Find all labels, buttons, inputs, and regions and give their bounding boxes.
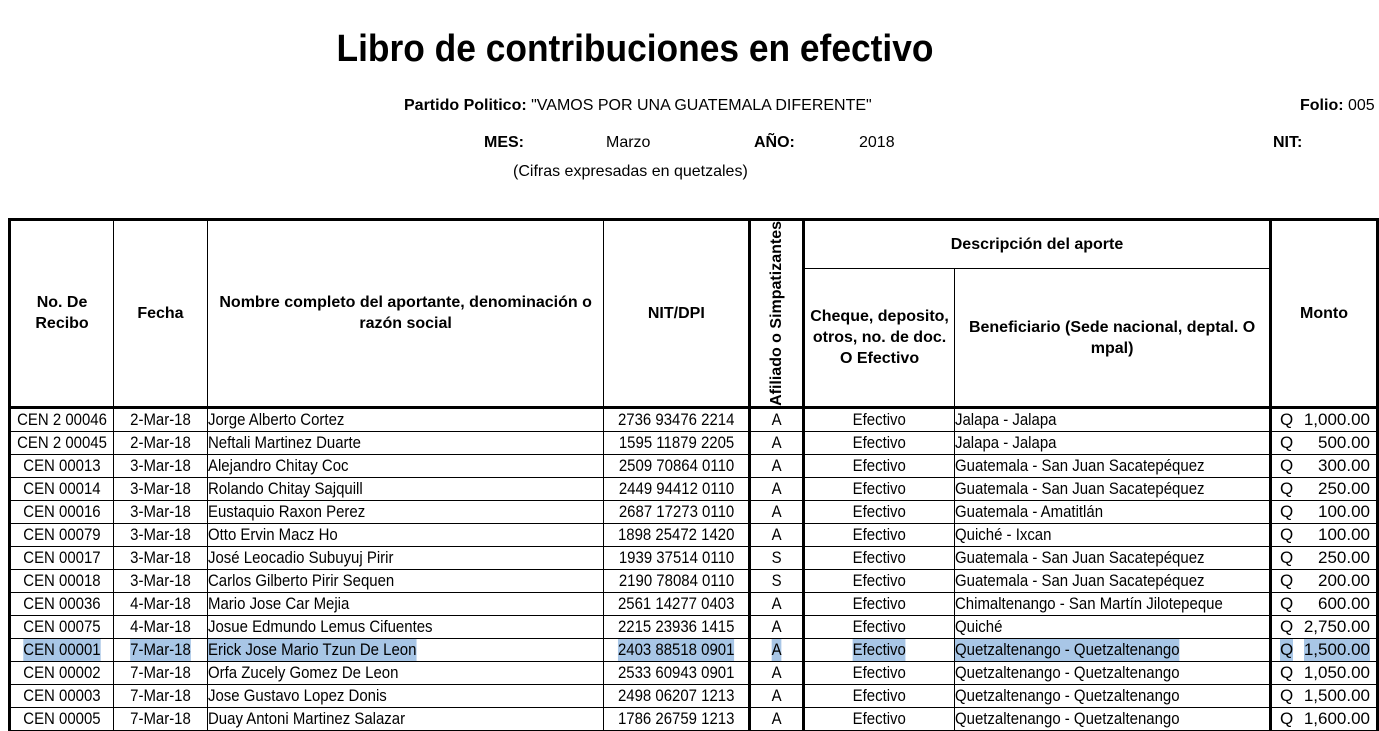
monto-value: 100.00 bbox=[1318, 501, 1370, 521]
cell-nombre[interactable] bbox=[207, 684, 604, 707]
cell-fecha-text: 2-Mar-18 bbox=[130, 409, 191, 429]
cell-recibo[interactable] bbox=[10, 454, 114, 477]
cell-tipo-text: A bbox=[771, 409, 782, 429]
cell-doc-text: Efectivo bbox=[852, 455, 907, 475]
cell-recibo[interactable] bbox=[10, 407, 114, 431]
mes-value: Marzo bbox=[606, 134, 651, 151]
table-row[interactable] bbox=[10, 684, 1378, 707]
table-row[interactable] bbox=[10, 569, 1378, 592]
cell-monto[interactable] bbox=[1271, 477, 1378, 500]
cell-monto[interactable] bbox=[1271, 684, 1378, 707]
cell-recibo-text: CEN 00016 bbox=[23, 501, 101, 521]
cell-doc-text: Efectivo bbox=[852, 547, 907, 567]
monto-wrap bbox=[1272, 662, 1376, 684]
monto-wrap bbox=[1272, 524, 1376, 546]
cell-recibo-text: CEN 00017 bbox=[23, 547, 101, 567]
cell-tipo-text: A bbox=[771, 524, 782, 544]
cell-beneficiario[interactable] bbox=[955, 592, 1271, 615]
cell-tipo[interactable] bbox=[750, 684, 804, 707]
cell-nombre[interactable] bbox=[207, 707, 604, 730]
cell-nit-text: 2533 60943 0901 bbox=[618, 662, 735, 682]
cell-nombre[interactable] bbox=[207, 661, 604, 684]
header-recibo: No. De Recibo bbox=[10, 220, 114, 408]
cell-tipo-text: S bbox=[771, 547, 782, 567]
cell-recibo-text: CEN 00002 bbox=[23, 662, 101, 682]
table-row[interactable] bbox=[10, 592, 1378, 615]
cell-tipo[interactable] bbox=[750, 477, 804, 500]
mes-label: MES: bbox=[484, 134, 524, 151]
currency-symbol: Q bbox=[1280, 708, 1294, 728]
cell-monto[interactable] bbox=[1271, 707, 1378, 730]
cell-beneficiario-text: Quetzaltenango - Quetzaltenango bbox=[955, 639, 1180, 659]
partido-label: Partido Politico: bbox=[404, 97, 527, 114]
cell-beneficiario-text: Quetzaltenango - Quetzaltenango bbox=[955, 708, 1180, 728]
cell-beneficiario[interactable] bbox=[955, 454, 1271, 477]
table-row[interactable] bbox=[10, 523, 1378, 546]
cell-fecha-text: 3-Mar-18 bbox=[130, 501, 191, 521]
cell-nit[interactable] bbox=[604, 546, 750, 569]
header-afiliado-text: Afiliado o Simpatizantes bbox=[767, 221, 785, 406]
cell-nit-text: 1939 37514 0110 bbox=[618, 547, 735, 567]
monto-wrap bbox=[1272, 593, 1376, 615]
cell-beneficiario[interactable] bbox=[955, 431, 1271, 454]
cell-nit[interactable] bbox=[604, 661, 750, 684]
cell-beneficiario-text: Jalapa - Jalapa bbox=[955, 432, 1057, 452]
cell-nombre-text: Rolando Chitay Sajquill bbox=[207, 478, 363, 498]
cell-doc[interactable] bbox=[803, 661, 954, 684]
cell-beneficiario-text: Quetzaltenango - Quetzaltenango bbox=[955, 662, 1180, 682]
cell-nit[interactable] bbox=[604, 569, 750, 592]
cell-nombre[interactable] bbox=[207, 454, 604, 477]
cell-beneficiario[interactable] bbox=[955, 500, 1271, 523]
cell-monto[interactable] bbox=[1271, 523, 1378, 546]
cell-fecha[interactable] bbox=[114, 407, 208, 431]
cell-monto[interactable] bbox=[1271, 569, 1378, 592]
anio-value: 2018 bbox=[859, 134, 895, 151]
cell-beneficiario[interactable] bbox=[955, 523, 1271, 546]
folio-label: Folio: bbox=[1300, 97, 1344, 114]
cell-nit[interactable] bbox=[604, 707, 750, 730]
cell-tipo-text: S bbox=[771, 570, 782, 590]
cell-doc[interactable] bbox=[803, 592, 954, 615]
cell-doc[interactable] bbox=[803, 523, 954, 546]
cell-fecha[interactable] bbox=[114, 684, 208, 707]
cell-beneficiario-text: Guatemala - San Juan Sacatepéquez bbox=[955, 570, 1205, 590]
cell-recibo-text: CEN 00005 bbox=[23, 708, 101, 728]
cell-beneficiario[interactable] bbox=[955, 661, 1271, 684]
cell-fecha[interactable] bbox=[114, 707, 208, 730]
cell-nit-text: 2190 78084 0110 bbox=[618, 570, 735, 590]
cell-tipo-text: A bbox=[771, 662, 782, 682]
monto-value: 250.00 bbox=[1318, 547, 1370, 567]
table-row[interactable] bbox=[10, 707, 1378, 730]
cell-monto[interactable] bbox=[1271, 431, 1378, 454]
cell-nombre[interactable] bbox=[207, 477, 604, 500]
cell-nombre[interactable] bbox=[207, 592, 604, 615]
cell-monto[interactable] bbox=[1271, 615, 1378, 638]
cell-doc-text: Efectivo bbox=[852, 685, 907, 705]
header-nombre: Nombre completo del aportante, denominación o razón social bbox=[207, 220, 604, 408]
currency-symbol: Q bbox=[1280, 570, 1294, 590]
cell-fecha[interactable] bbox=[114, 431, 208, 454]
cell-recibo-text: CEN 00079 bbox=[23, 524, 101, 544]
header-cheque: Cheque, deposito, otros, no. de doc. O Efectivo bbox=[803, 269, 954, 407]
monto-wrap bbox=[1272, 409, 1376, 431]
cell-nombre-text: Jose Gustavo Lopez Donis bbox=[207, 685, 387, 705]
cell-nit-text: 1898 25472 1420 bbox=[618, 524, 735, 544]
cell-tipo-text: A bbox=[771, 455, 782, 475]
monto-value: 1,600.00 bbox=[1303, 708, 1370, 728]
monto-value: 100.00 bbox=[1318, 524, 1370, 544]
cell-beneficiario[interactable] bbox=[955, 546, 1271, 569]
cell-nit-text: 2403 88518 0901 bbox=[618, 639, 735, 659]
cell-beneficiario[interactable] bbox=[955, 477, 1271, 500]
monto-wrap bbox=[1272, 501, 1376, 523]
cell-recibo[interactable] bbox=[10, 707, 114, 730]
cell-recibo-text: CEN 00014 bbox=[23, 478, 101, 498]
cell-doc[interactable] bbox=[803, 569, 954, 592]
cell-nit[interactable] bbox=[604, 684, 750, 707]
cell-nit-text: 2561 14277 0403 bbox=[618, 593, 735, 613]
cell-tipo-text: A bbox=[771, 616, 782, 636]
cell-fecha-text: 7-Mar-18 bbox=[130, 708, 191, 728]
currency-symbol: Q bbox=[1280, 685, 1294, 705]
cell-nit[interactable] bbox=[604, 638, 750, 661]
cell-nit-text: 2687 17273 0110 bbox=[618, 501, 735, 521]
monto-value: 2,750.00 bbox=[1303, 616, 1370, 636]
cell-doc[interactable] bbox=[803, 431, 954, 454]
cell-recibo[interactable] bbox=[10, 569, 114, 592]
currency-symbol: Q bbox=[1280, 455, 1294, 475]
cell-recibo[interactable] bbox=[10, 523, 114, 546]
cell-nit[interactable] bbox=[604, 523, 750, 546]
cell-nombre[interactable] bbox=[207, 638, 604, 661]
cell-nombre-text: Orfa Zucely Gomez De Leon bbox=[207, 662, 399, 682]
cell-recibo-text: CEN 2 00046 bbox=[17, 409, 107, 429]
monto-value: 300.00 bbox=[1318, 455, 1370, 475]
cell-doc[interactable] bbox=[803, 407, 954, 431]
cell-recibo-text: CEN 00013 bbox=[23, 455, 101, 475]
cell-fecha-text: 2-Mar-18 bbox=[130, 432, 191, 452]
monto-wrap bbox=[1272, 432, 1376, 454]
cell-doc[interactable] bbox=[803, 684, 954, 707]
cell-beneficiario-text: Guatemala - Amatitlán bbox=[955, 501, 1104, 521]
cifras-note: (Cifras expresadas en quetzales) bbox=[513, 163, 748, 180]
currency-symbol: Q bbox=[1280, 593, 1294, 613]
cell-doc-text: Efectivo bbox=[852, 501, 907, 521]
cell-fecha-text: 3-Mar-18 bbox=[130, 570, 191, 590]
cell-recibo[interactable] bbox=[10, 477, 114, 500]
cell-tipo[interactable] bbox=[750, 407, 804, 431]
cell-recibo[interactable] bbox=[10, 431, 114, 454]
cell-nombre-text: Duay Antoni Martinez Salazar bbox=[207, 708, 405, 728]
cell-monto[interactable] bbox=[1271, 638, 1378, 661]
cell-doc-text: Efectivo bbox=[852, 409, 907, 429]
cell-fecha[interactable] bbox=[114, 523, 208, 546]
cell-doc[interactable] bbox=[803, 454, 954, 477]
cell-tipo[interactable] bbox=[750, 523, 804, 546]
cell-doc[interactable] bbox=[803, 500, 954, 523]
cell-fecha[interactable] bbox=[114, 454, 208, 477]
cell-recibo[interactable] bbox=[10, 638, 114, 661]
cell-recibo[interactable] bbox=[10, 661, 114, 684]
currency-symbol: Q bbox=[1280, 662, 1294, 682]
cell-nit[interactable] bbox=[604, 592, 750, 615]
cell-tipo-text: A bbox=[771, 639, 782, 659]
cell-nombre[interactable] bbox=[207, 431, 604, 454]
monto-value: 600.00 bbox=[1318, 593, 1370, 613]
monto-value: 500.00 bbox=[1318, 432, 1370, 452]
page-title: Libro de contribuciones en efectivo bbox=[336, 28, 934, 70]
header-beneficiario: Beneficiario (Sede nacional, deptal. O mpal) bbox=[955, 269, 1271, 407]
cell-tipo[interactable] bbox=[750, 661, 804, 684]
cell-tipo[interactable] bbox=[750, 615, 804, 638]
table-row[interactable] bbox=[10, 431, 1378, 454]
cell-beneficiario-text: Guatemala - San Juan Sacatepéquez bbox=[955, 455, 1205, 475]
cell-recibo[interactable] bbox=[10, 592, 114, 615]
contributions-table bbox=[8, 218, 1379, 731]
cell-tipo[interactable] bbox=[750, 592, 804, 615]
cell-monto[interactable] bbox=[1271, 500, 1378, 523]
cell-nombre[interactable] bbox=[207, 523, 604, 546]
cell-nombre-text: Erick Jose Mario Tzun De Leon bbox=[207, 639, 417, 659]
cell-beneficiario[interactable] bbox=[955, 707, 1271, 730]
table-row[interactable] bbox=[10, 407, 1378, 431]
cell-fecha-text: 3-Mar-18 bbox=[130, 478, 191, 498]
cell-fecha[interactable] bbox=[114, 661, 208, 684]
cell-tipo-text: A bbox=[771, 685, 782, 705]
monto-value: 1,000.00 bbox=[1303, 409, 1370, 429]
cell-monto[interactable] bbox=[1271, 454, 1378, 477]
cell-nombre[interactable] bbox=[207, 569, 604, 592]
cell-tipo[interactable] bbox=[750, 454, 804, 477]
cell-fecha[interactable] bbox=[114, 638, 208, 661]
cell-nit-text: 2736 93476 2214 bbox=[618, 409, 735, 429]
cell-fecha[interactable] bbox=[114, 615, 208, 638]
cell-recibo-text: CEN 00075 bbox=[23, 616, 101, 636]
cell-doc[interactable] bbox=[803, 546, 954, 569]
cell-tipo[interactable] bbox=[750, 638, 804, 661]
cell-nombre-text: Neftali Martinez Duarte bbox=[207, 432, 361, 452]
table-row[interactable] bbox=[10, 500, 1378, 523]
cell-recibo-text: CEN 2 00045 bbox=[17, 432, 107, 452]
cell-fecha-text: 7-Mar-18 bbox=[130, 662, 191, 682]
cell-monto[interactable] bbox=[1271, 661, 1378, 684]
cell-doc-text: Efectivo bbox=[852, 616, 907, 636]
cell-fecha[interactable] bbox=[114, 500, 208, 523]
cell-nit-text: 2449 94412 0110 bbox=[618, 478, 735, 498]
cell-tipo[interactable] bbox=[750, 569, 804, 592]
monto-value: 200.00 bbox=[1318, 570, 1370, 590]
currency-symbol: Q bbox=[1280, 432, 1294, 452]
cell-recibo[interactable] bbox=[10, 500, 114, 523]
cell-fecha-text: 7-Mar-18 bbox=[130, 685, 191, 705]
cell-beneficiario-text: Chimaltenango - San Martín Jilotepeque bbox=[955, 593, 1223, 613]
currency-symbol: Q bbox=[1280, 616, 1294, 636]
currency-symbol: Q bbox=[1280, 409, 1294, 429]
cell-recibo-text: CEN 00003 bbox=[23, 685, 101, 705]
cell-monto[interactable] bbox=[1271, 407, 1378, 431]
cell-nit[interactable] bbox=[604, 615, 750, 638]
cell-doc-text: Efectivo bbox=[852, 708, 907, 728]
cell-nombre-text: José Leocadio Subuyuj Pirir bbox=[207, 547, 394, 567]
cell-monto[interactable] bbox=[1271, 592, 1378, 615]
monto-value: 250.00 bbox=[1318, 478, 1370, 498]
partido-value: "VAMOS POR UNA GUATEMALA DIFERENTE" bbox=[531, 97, 872, 114]
cell-fecha-text: 7-Mar-18 bbox=[130, 639, 191, 659]
cell-tipo[interactable] bbox=[750, 500, 804, 523]
cell-nombre-text: Jorge Alberto Cortez bbox=[207, 409, 345, 429]
cell-beneficiario[interactable] bbox=[955, 569, 1271, 592]
cell-beneficiario[interactable] bbox=[955, 638, 1271, 661]
cell-tipo[interactable] bbox=[750, 546, 804, 569]
cell-nombre-text: Otto Ervin Macz Ho bbox=[207, 524, 338, 544]
cell-recibo[interactable] bbox=[10, 684, 114, 707]
cell-nombre-text: Mario Jose Car Mejia bbox=[207, 593, 350, 613]
cell-recibo[interactable] bbox=[10, 615, 114, 638]
cell-nit[interactable] bbox=[604, 500, 750, 523]
cell-beneficiario-text: Guatemala - San Juan Sacatepéquez bbox=[955, 547, 1205, 567]
monto-wrap bbox=[1272, 570, 1376, 592]
cell-fecha[interactable] bbox=[114, 592, 208, 615]
table-row[interactable] bbox=[10, 615, 1378, 638]
cell-fecha-text: 3-Mar-18 bbox=[130, 455, 191, 475]
currency-symbol: Q bbox=[1280, 639, 1294, 659]
cell-doc[interactable] bbox=[803, 638, 954, 661]
currency-symbol: Q bbox=[1280, 501, 1294, 521]
cell-monto[interactable] bbox=[1271, 546, 1378, 569]
cell-beneficiario-text: Quetzaltenango - Quetzaltenango bbox=[955, 685, 1180, 705]
cell-fecha[interactable] bbox=[114, 546, 208, 569]
cell-nombre-text: Alejandro Chitay Coc bbox=[207, 455, 349, 475]
cell-fecha-text: 3-Mar-18 bbox=[130, 547, 191, 567]
monto-wrap bbox=[1272, 685, 1376, 707]
table-row[interactable] bbox=[10, 454, 1378, 477]
cell-doc[interactable] bbox=[803, 477, 954, 500]
header-afiliado bbox=[750, 220, 804, 408]
cell-nombre-text: Eustaquio Raxon Perez bbox=[207, 501, 366, 521]
table-row[interactable] bbox=[10, 477, 1378, 500]
cell-nit-text: 2215 23936 1415 bbox=[618, 616, 735, 636]
cell-beneficiario-text: Guatemala - San Juan Sacatepéquez bbox=[955, 478, 1205, 498]
cell-recibo[interactable] bbox=[10, 546, 114, 569]
cell-doc-text: Efectivo bbox=[852, 478, 907, 498]
cell-doc-text: Efectivo bbox=[852, 639, 907, 659]
cell-doc-text: Efectivo bbox=[852, 524, 907, 544]
cell-nombre-text: Josue Edmundo Lemus Cifuentes bbox=[207, 616, 433, 636]
cell-fecha-text: 3-Mar-18 bbox=[130, 524, 191, 544]
cell-tipo-text: A bbox=[771, 478, 782, 498]
cell-beneficiario-text: Quiché - Ixcan bbox=[955, 524, 1052, 544]
currency-symbol: Q bbox=[1280, 478, 1294, 498]
cell-tipo-text: A bbox=[771, 708, 782, 728]
cell-fecha-text: 4-Mar-18 bbox=[130, 593, 191, 613]
table-row[interactable] bbox=[10, 638, 1378, 661]
anio-label: AÑO: bbox=[754, 134, 795, 151]
header-monto: Monto bbox=[1271, 220, 1378, 408]
cell-nombre[interactable] bbox=[207, 615, 604, 638]
cell-doc[interactable] bbox=[803, 615, 954, 638]
nit-label: NIT: bbox=[1273, 134, 1303, 151]
cell-nit[interactable] bbox=[604, 407, 750, 431]
monto-wrap bbox=[1272, 455, 1376, 477]
cell-nit-text: 1595 11879 2205 bbox=[618, 432, 735, 452]
cell-beneficiario-text: Jalapa - Jalapa bbox=[955, 409, 1057, 429]
cell-nit-text: 2509 70864 0110 bbox=[618, 455, 735, 475]
cell-nit-text: 1786 26759 1213 bbox=[618, 708, 735, 728]
currency-symbol: Q bbox=[1280, 524, 1294, 544]
monto-wrap bbox=[1272, 708, 1376, 730]
monto-wrap bbox=[1272, 547, 1376, 569]
folio-value: 005 bbox=[1348, 97, 1375, 114]
monto-wrap bbox=[1272, 478, 1376, 500]
cell-nit-text: 2498 06207 1213 bbox=[618, 685, 735, 705]
cell-fecha[interactable] bbox=[114, 477, 208, 500]
currency-symbol: Q bbox=[1280, 547, 1294, 567]
cell-doc-text: Efectivo bbox=[852, 593, 907, 613]
cell-doc[interactable] bbox=[803, 707, 954, 730]
monto-wrap bbox=[1272, 616, 1376, 638]
cell-nit[interactable] bbox=[604, 477, 750, 500]
cell-tipo[interactable] bbox=[750, 707, 804, 730]
table-row[interactable] bbox=[10, 661, 1378, 684]
header-nit: NIT/DPI bbox=[604, 220, 750, 408]
cell-nit[interactable] bbox=[604, 454, 750, 477]
monto-value: 1,500.00 bbox=[1303, 639, 1370, 659]
cell-fecha-text: 4-Mar-18 bbox=[130, 616, 191, 636]
cell-nombre[interactable] bbox=[207, 407, 604, 431]
cell-nombre[interactable] bbox=[207, 546, 604, 569]
header-fecha: Fecha bbox=[114, 220, 208, 408]
cell-doc-text: Efectivo bbox=[852, 432, 907, 452]
folio-line bbox=[1300, 97, 1375, 115]
cell-beneficiario[interactable] bbox=[955, 684, 1271, 707]
cell-doc-text: Efectivo bbox=[852, 662, 907, 682]
cell-fecha[interactable] bbox=[114, 569, 208, 592]
cell-tipo-text: A bbox=[771, 593, 782, 613]
cell-recibo-text: CEN 00036 bbox=[23, 593, 101, 613]
cell-doc-text: Efectivo bbox=[852, 570, 907, 590]
cell-beneficiario-text: Quiché bbox=[955, 616, 1003, 636]
monto-value: 1,500.00 bbox=[1303, 685, 1370, 705]
cell-tipo[interactable] bbox=[750, 431, 804, 454]
cell-nombre-text: Carlos Gilberto Pirir Sequen bbox=[207, 570, 395, 590]
ledger-body bbox=[10, 407, 1378, 730]
table-row[interactable] bbox=[10, 546, 1378, 569]
cell-recibo-text: CEN 00001 bbox=[23, 639, 101, 659]
cell-nombre[interactable] bbox=[207, 500, 604, 523]
cell-beneficiario[interactable] bbox=[955, 615, 1271, 638]
cell-beneficiario[interactable] bbox=[955, 407, 1271, 431]
partido-line bbox=[404, 97, 872, 115]
cell-tipo-text: A bbox=[771, 501, 782, 521]
header-descripcion: Descripción del aporte bbox=[803, 220, 1270, 269]
cell-recibo-text: CEN 00018 bbox=[23, 570, 101, 590]
cell-nit[interactable] bbox=[604, 431, 750, 454]
monto-value: 1,050.00 bbox=[1303, 662, 1370, 682]
cell-tipo-text: A bbox=[771, 432, 782, 452]
monto-wrap bbox=[1272, 639, 1376, 661]
